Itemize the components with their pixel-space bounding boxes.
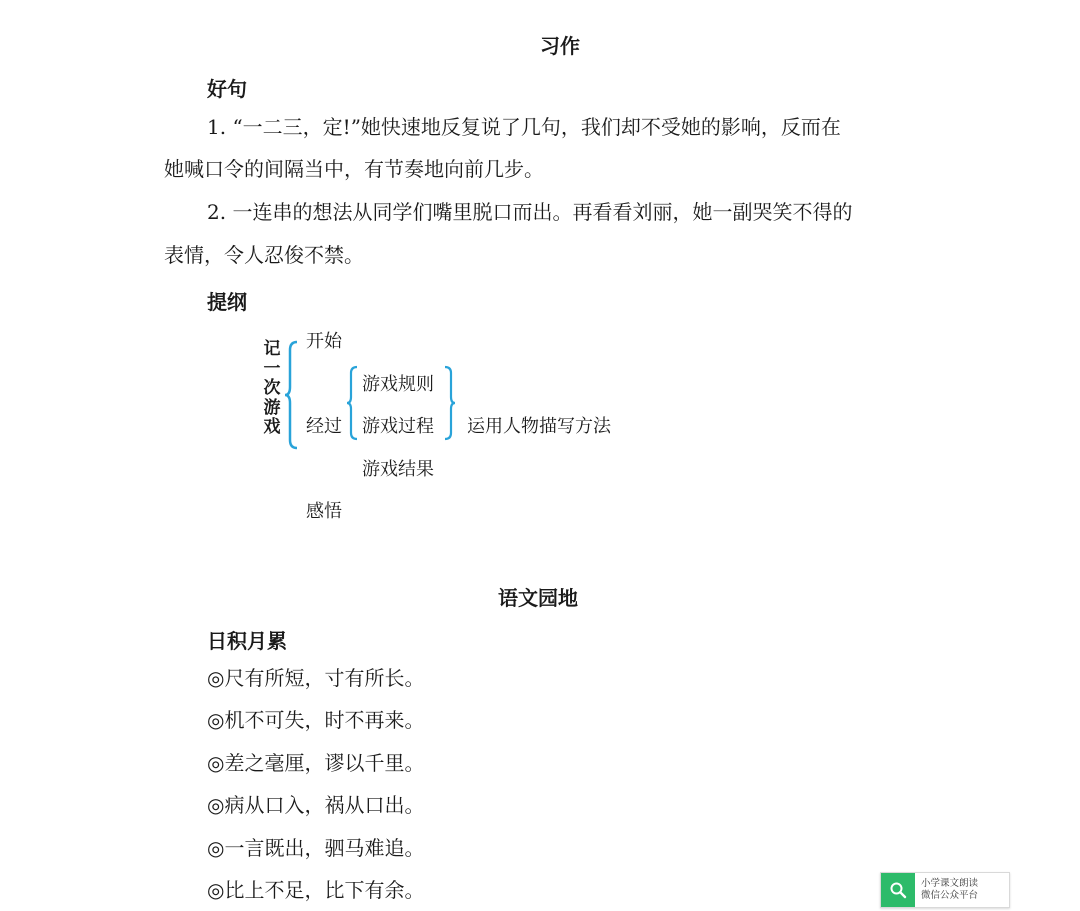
inner-left-brace	[347, 365, 359, 441]
proverb-item: ◎尺有所短，寸有所长。	[207, 666, 425, 690]
outline-process: 经过	[306, 416, 342, 437]
watermark-line-2: 微信公众平台	[921, 890, 979, 901]
sentence-1-line-1: 1. “一二三，定!”她快速地反复说了几句，我们却不受她的影响，反而在	[207, 115, 841, 139]
watermark-badge	[880, 872, 1010, 908]
heading-outline: 提纲	[207, 290, 247, 314]
search-icon	[881, 873, 915, 907]
outline-game-process: 游戏过程	[362, 416, 434, 437]
outline-topic-vertical: 记一次游戏	[263, 339, 281, 437]
outline-result: 游戏结果	[362, 459, 434, 480]
watermark-line-1: 小学课文朗读	[921, 878, 979, 889]
section-title-chinese-garden: 语文园地	[498, 586, 578, 610]
proverb-item: ◎一言既出，驷马难追。	[207, 836, 425, 860]
proverb-item: ◎比上不足，比下有余。	[207, 878, 425, 902]
proverb-item: ◎机不可失，时不再来。	[207, 708, 425, 732]
heading-good-sentences: 好句	[207, 77, 247, 101]
outer-brace	[285, 340, 299, 450]
section-title-composition: 习作	[540, 34, 580, 58]
heading-daily-accumulation: 日积月累	[207, 629, 287, 653]
proverb-item: ◎差之毫厘，谬以千里。	[207, 751, 425, 775]
sentence-2-line-1: 2. 一连串的想法从同学们嘴里脱口而出。再看看刘丽，她一副哭笑不得的	[207, 200, 853, 224]
sentence-1-line-2: 她喊口令的间隔当中，有节奏地向前几步。	[164, 157, 544, 181]
sentence-2-line-2: 表情，令人忍俊不禁。	[164, 243, 364, 267]
outline-start: 开始	[306, 331, 342, 352]
proverb-item: ◎病从口入，祸从口出。	[207, 793, 425, 817]
outline-reflection: 感悟	[306, 501, 342, 522]
inner-right-brace	[443, 365, 455, 441]
outline-rules: 游戏规则	[362, 374, 434, 395]
outline-method: 运用人物描写方法	[467, 416, 611, 437]
